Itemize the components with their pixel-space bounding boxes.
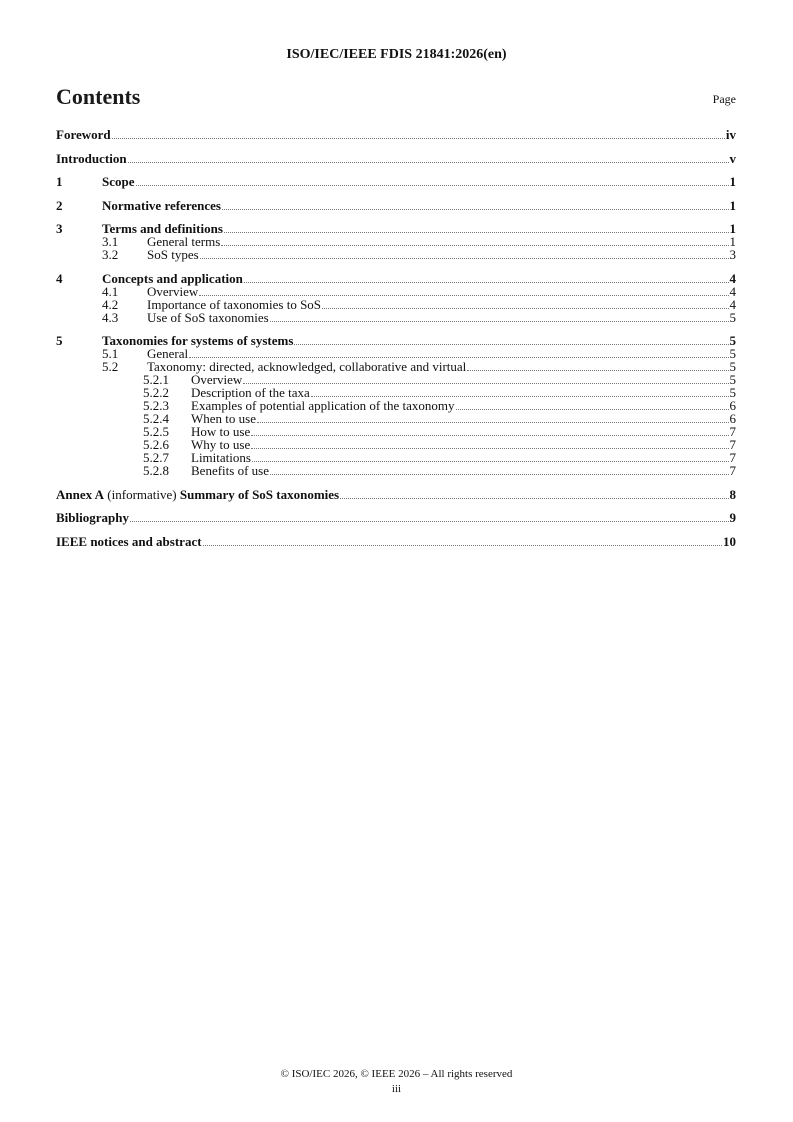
dot-leader xyxy=(112,137,725,139)
toc-entry-title: When to use xyxy=(191,411,256,426)
toc-entry-title: Introduction xyxy=(56,150,127,166)
toc-entry-title: General terms xyxy=(147,234,221,249)
toc-entry-title: Scope xyxy=(102,174,135,189)
toc-entry[interactable] xyxy=(56,285,736,298)
dot-leader xyxy=(251,447,728,449)
toc-entry-number: 5.2.3 xyxy=(143,398,169,413)
dot-leader xyxy=(200,257,729,259)
toc-entry-title: Concepts and application xyxy=(102,270,243,286)
dot-leader xyxy=(222,208,729,210)
toc-entry-page: 10 xyxy=(723,533,736,549)
toc-entry-page: 5 xyxy=(729,385,736,400)
toc-entry[interactable] xyxy=(56,464,736,477)
dot-leader xyxy=(294,343,728,345)
page-number: iii xyxy=(391,1083,402,1095)
toc-entry-number: 3 xyxy=(56,221,63,236)
toc-entry-number: 5.2.8 xyxy=(143,463,169,478)
contents-heading-row xyxy=(56,84,736,112)
toc-entry-title: Overview xyxy=(191,372,243,387)
toc-entry-title: SoS types xyxy=(147,247,199,262)
dot-leader xyxy=(243,382,728,384)
toc-entry-page: 1 xyxy=(729,221,736,236)
toc-entry-number: 5 xyxy=(56,333,63,348)
toc-entry-page: 6 xyxy=(729,398,736,413)
dot-leader xyxy=(257,421,729,423)
toc-entry-title: Taxonomy: directed, acknowledged, collaborative and virtual xyxy=(147,359,467,374)
toc-entry-title: Normative references xyxy=(102,197,221,213)
toc-entry-number: 4.2 xyxy=(102,296,119,312)
toc-entry-page: 1 xyxy=(729,197,736,213)
toc-entry-number: 5.2.7 xyxy=(143,450,169,465)
toc-entry[interactable] xyxy=(56,311,736,324)
dot-leader xyxy=(322,307,728,309)
toc-entry-title xyxy=(56,488,339,501)
toc-entry-title: Terms and definitions xyxy=(102,221,223,236)
contents-title: Contents xyxy=(56,84,141,109)
toc-entry-title: Limitations xyxy=(191,450,251,465)
toc-entry-title: Description of the taxa xyxy=(191,385,310,400)
toc-entry-page: 5 xyxy=(729,372,736,387)
toc-entry-page: 7 xyxy=(729,424,736,439)
toc-entry[interactable] xyxy=(56,488,736,501)
annex-label: Annex A xyxy=(56,486,105,502)
toc-entry-number: 5.2.5 xyxy=(143,424,169,439)
toc-entry-number: 5.2 xyxy=(102,359,119,374)
toc-entry-page: 6 xyxy=(729,411,736,426)
toc-entry-page: 4 xyxy=(729,296,736,312)
dot-leader xyxy=(270,473,729,475)
toc-entry-title: Benefits of use xyxy=(191,463,269,478)
copyright-notice: © ISO/IEC 2026, © IEEE 2026 – All rights reserved xyxy=(280,1068,513,1080)
toc-entry-number: 4.3 xyxy=(102,309,119,325)
toc-entry[interactable] xyxy=(56,248,736,261)
toc-entry-page: 9 xyxy=(729,510,736,525)
toc-entry[interactable] xyxy=(56,175,736,188)
toc-entry-page: 5 xyxy=(729,359,736,374)
toc-entry-title: Bibliography xyxy=(56,510,129,525)
toc-entry-title: Why to use xyxy=(191,437,251,452)
dot-leader xyxy=(311,395,729,397)
toc-entry-page: 4 xyxy=(729,283,736,299)
dot-leader xyxy=(130,520,729,522)
dot-leader xyxy=(251,434,728,436)
toc-entry-page: 7 xyxy=(729,463,736,478)
toc-entry[interactable] xyxy=(56,199,736,212)
document-id-header: ISO/IEC/IEEE FDIS 21841:2026(en) xyxy=(286,47,507,62)
annex-type: (informative) xyxy=(104,486,180,502)
toc-entry[interactable] xyxy=(56,152,736,165)
toc-entry-number: 4 xyxy=(56,270,63,286)
dot-leader xyxy=(199,294,728,296)
toc-entry[interactable] xyxy=(56,272,736,285)
toc-entry-title: Importance of taxonomies to SoS xyxy=(147,296,322,312)
toc-entry-number: 1 xyxy=(56,174,63,189)
toc-entry[interactable] xyxy=(56,511,736,524)
toc-entry[interactable] xyxy=(56,298,736,311)
toc-entry-page: v xyxy=(729,150,736,166)
dot-leader xyxy=(252,460,729,462)
toc-entry-title: Taxonomies for systems of systems xyxy=(102,333,294,348)
toc-entry-page: 8 xyxy=(729,486,736,502)
dot-leader xyxy=(456,408,729,410)
toc-entry-number: 2 xyxy=(56,197,63,213)
toc-entry-page: 5 xyxy=(729,333,736,348)
toc-entry[interactable] xyxy=(56,128,736,141)
toc-entry-page: 4 xyxy=(729,270,736,286)
toc-entry-number: 4.1 xyxy=(102,283,119,299)
dot-leader xyxy=(340,497,728,499)
toc-entry-number: 5.2.4 xyxy=(143,411,169,426)
toc-entry-page: 5 xyxy=(729,346,736,361)
dot-leader xyxy=(467,369,728,371)
toc-entry-number: 5.2.6 xyxy=(143,437,169,452)
toc-entry-number: 5.1 xyxy=(102,346,119,361)
page-footer xyxy=(0,1067,793,1097)
dot-leader xyxy=(128,161,729,163)
toc-entry-page: 1 xyxy=(729,234,736,249)
page-column-label: Page xyxy=(712,92,736,106)
toc-entry-number: 5.2.1 xyxy=(143,372,169,387)
toc-entry-title: IEEE notices and abstract xyxy=(56,533,202,549)
toc-entry-page: 1 xyxy=(729,174,736,189)
dot-leader xyxy=(221,244,728,246)
dot-leader xyxy=(244,281,729,283)
toc-entry-title: Use of SoS taxonomies xyxy=(147,309,269,325)
toc-entry-title: General xyxy=(147,346,189,361)
table-of-contents xyxy=(56,128,736,548)
toc-entry-page: 3 xyxy=(729,247,736,262)
dot-leader xyxy=(203,544,722,546)
toc-entry-number: 3.2 xyxy=(102,247,119,262)
toc-entry-title: Examples of potential application of the taxonomy xyxy=(191,398,455,413)
dot-leader xyxy=(224,231,729,233)
toc-entry-page: 7 xyxy=(729,450,736,465)
toc-entry-title: Overview xyxy=(147,283,199,299)
toc-entry-page: iv xyxy=(725,127,736,142)
toc-entry-number: 5.2.2 xyxy=(143,385,169,400)
toc-entry-page: 7 xyxy=(729,437,736,452)
toc-entry-page: 5 xyxy=(729,309,736,325)
dot-leader xyxy=(270,320,729,322)
toc-entry-title: Foreword xyxy=(56,127,111,142)
toc-entry[interactable] xyxy=(56,535,736,548)
toc-entry-number: 3.1 xyxy=(102,234,119,249)
annex-title: Summary of SoS taxonomies xyxy=(179,486,340,502)
dot-leader xyxy=(189,356,728,358)
toc-entry-title: How to use xyxy=(191,424,251,439)
dot-leader xyxy=(136,184,729,186)
